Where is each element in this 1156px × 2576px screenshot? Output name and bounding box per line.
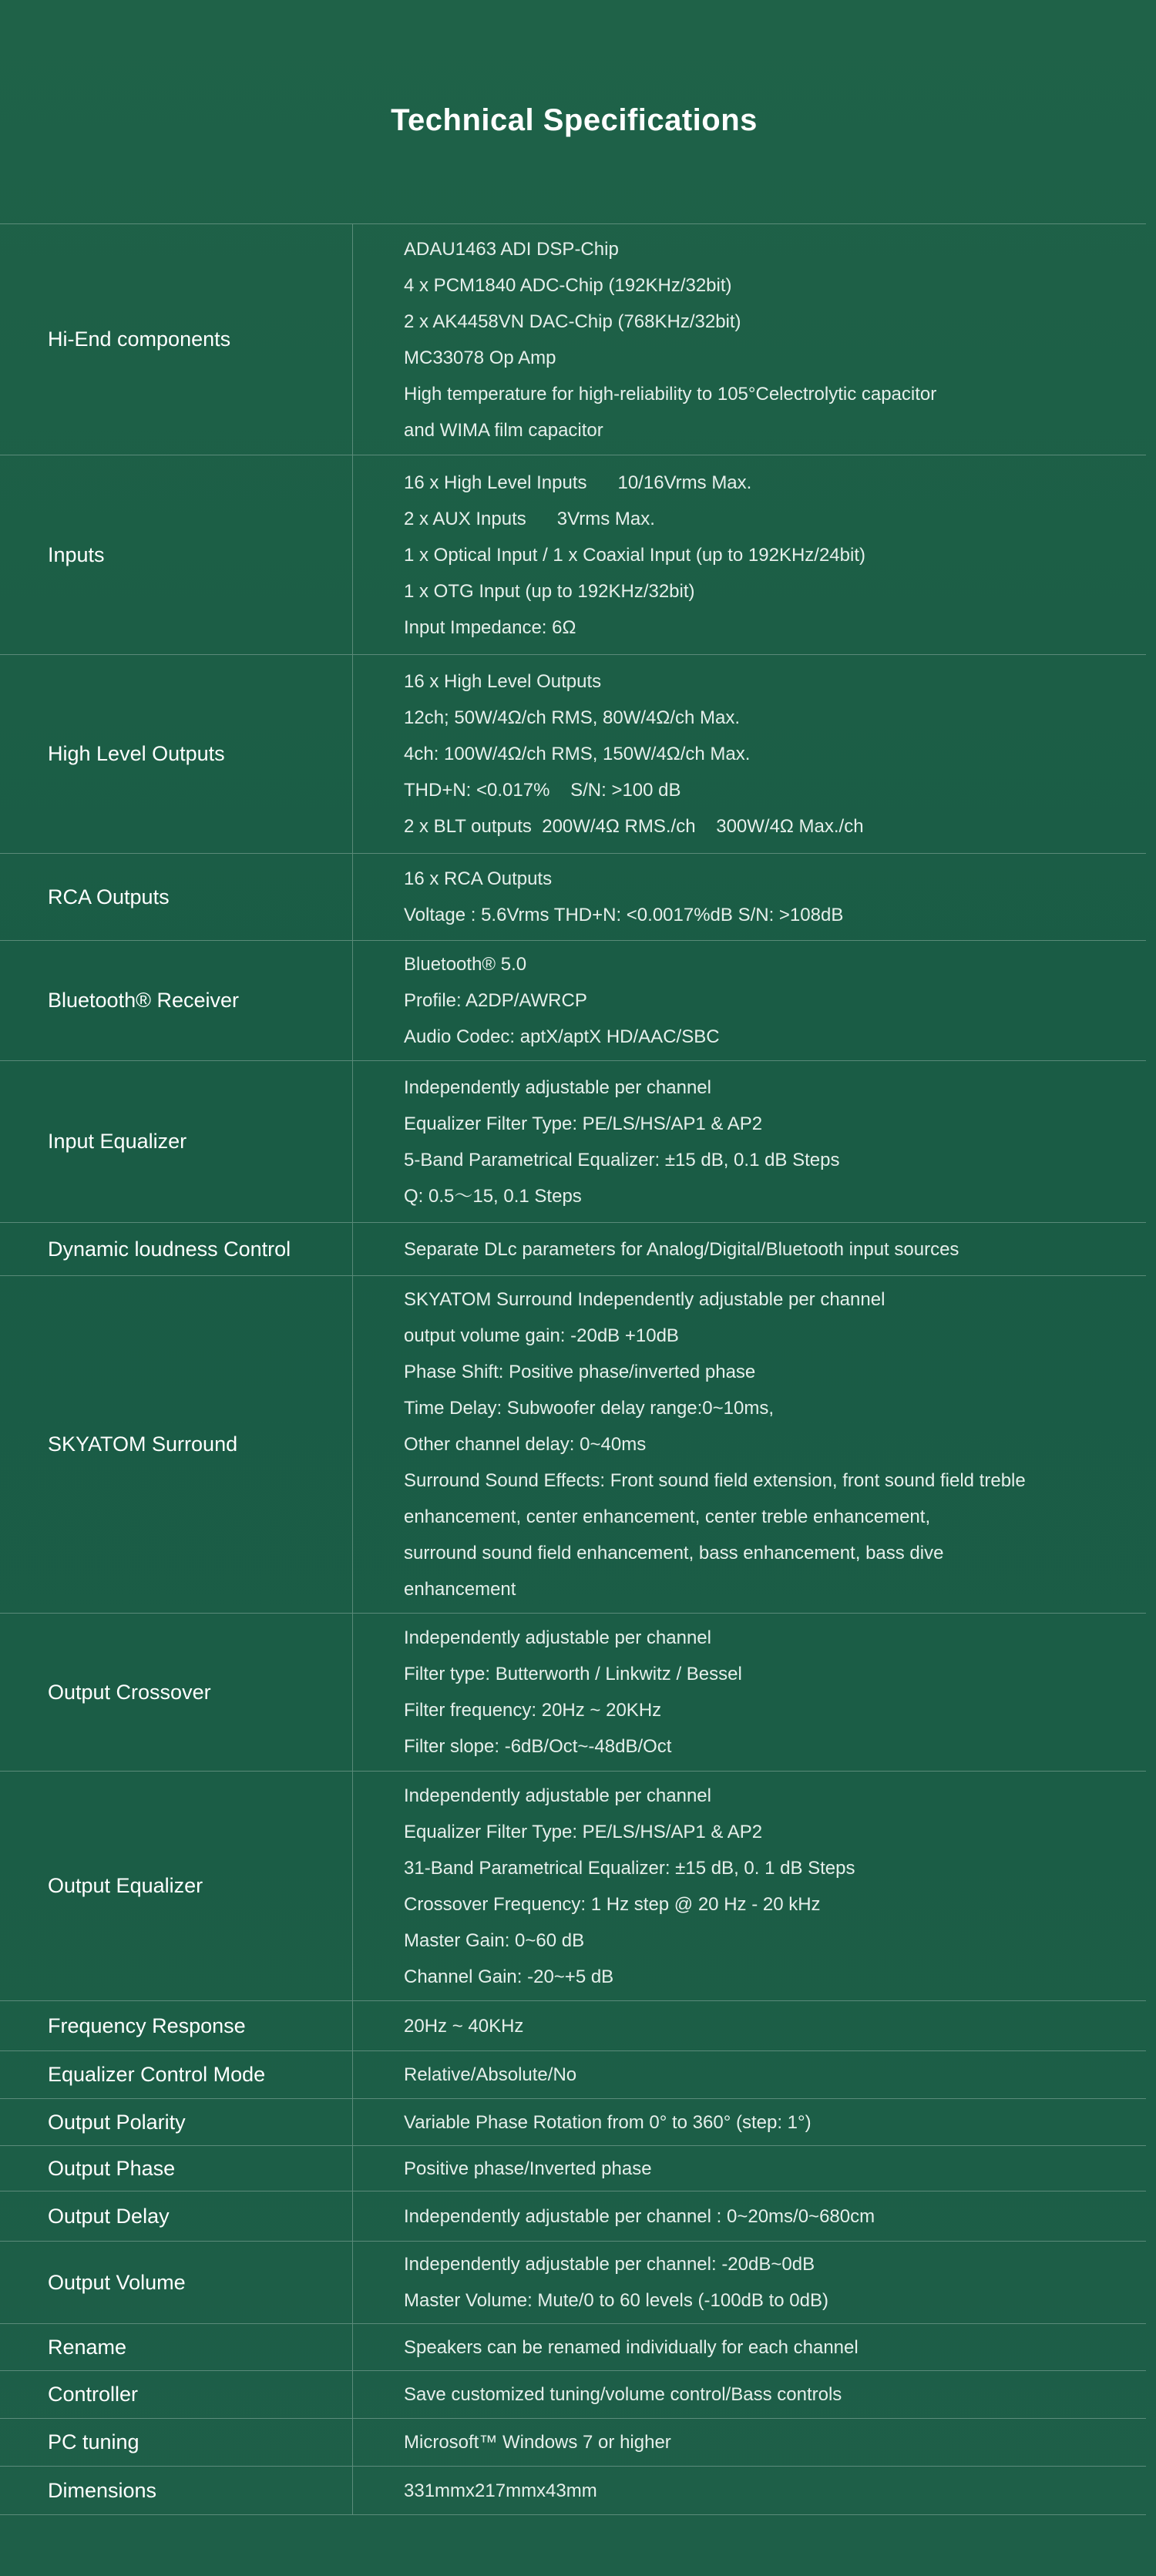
- spec-values: [353, 2051, 1146, 2098]
- spec-values: [353, 1614, 1146, 1771]
- spec-value-line: Crossover Frequency: 1 Hz step @ 20 Hz - 20 kHz: [404, 1893, 821, 1915]
- spec-value-line: Audio Codec: aptX/aptX HD/AAC/SBC: [404, 1026, 720, 1047]
- spec-row: [0, 2371, 1146, 2419]
- spec-row: [0, 2467, 1146, 2515]
- spec-label: RCA Outputs: [0, 854, 353, 940]
- page-title: Technical Specifications: [391, 103, 758, 137]
- spec-values: [353, 2419, 1146, 2466]
- spec-value-line: Bluetooth® 5.0: [404, 954, 527, 975]
- spec-label: PC tuning: [0, 2419, 353, 2466]
- spec-value-line: Equalizer Filter Type: PE/LS/HS/AP1 & AP2: [404, 1821, 763, 1842]
- spec-row: [0, 854, 1146, 941]
- spec-value-line: surround sound field enhancement, bass enhancement, bass dive: [404, 1543, 944, 1563]
- spec-values: [353, 1061, 1146, 1222]
- spec-value-line: Input Impedance: 6Ω: [404, 616, 576, 638]
- spec-values: [353, 2371, 1146, 2418]
- spec-values: [353, 455, 1146, 654]
- spec-value-line: 2 x AUX Inputs 3Vrms Max.: [404, 508, 655, 529]
- spec-value-line: Equalizer Filter Type: PE/LS/HS/AP1 & AP2: [404, 1113, 763, 1134]
- spec-value-line: ADAU1463 ADI DSP-Chip: [404, 238, 619, 260]
- spec-row: [0, 2419, 1146, 2467]
- spec-value-line: Other channel delay: 0~40ms: [404, 1434, 647, 1455]
- spec-row: [0, 2242, 1146, 2324]
- spec-value-line: Master Gain: 0~60 dB: [404, 1929, 585, 1951]
- spec-value-line: Independently adjustable per channel: [404, 1076, 711, 1098]
- spec-row: [0, 2099, 1146, 2146]
- spec-value-line: Independently adjustable per channel: [404, 1785, 711, 1806]
- spec-row: [0, 1772, 1146, 2001]
- spec-values: [353, 941, 1146, 1060]
- spec-value-line: 12ch; 50W/4Ω/ch RMS, 80W/4Ω/ch Max.: [404, 707, 741, 728]
- spec-value-line: THD+N: <0.017% S/N: >100 dB: [404, 780, 681, 801]
- spec-value-line: Separate DLc parameters for Analog/Digital/Bluetooth input sources: [404, 1238, 959, 1260]
- spec-values: [353, 2191, 1146, 2241]
- spec-values: [353, 2242, 1146, 2323]
- spec-label: Output Phase: [0, 2146, 353, 2191]
- spec-values: [353, 655, 1146, 853]
- spec-row: [0, 1061, 1146, 1223]
- spec-label: Inputs: [0, 455, 353, 654]
- spec-value-line: High temperature for high-reliability to 105°Celectrolytic capacitor: [404, 383, 937, 405]
- spec-label: Output Delay: [0, 2191, 353, 2241]
- spec-value-line: 1 x Optical Input / 1 x Coaxial Input (up to 192KHz/24bit): [404, 544, 865, 566]
- spec-value-line: 2 x BLT outputs 200W/4Ω RMS./ch 300W/4Ω Max./ch: [404, 816, 864, 837]
- spec-label: Output Polarity: [0, 2099, 353, 2145]
- spec-value-line: Relative/Absolute/No: [404, 2064, 577, 2085]
- spec-value-line: Filter frequency: 20Hz ~ 20KHz: [404, 1700, 662, 1721]
- spec-value-line: Filter type: Butterworth / Linkwitz / Bessel: [404, 1664, 742, 1684]
- spec-value-line: Master Volume: Mute/0 to 60 levels (-100dB to 0dB): [404, 2290, 828, 2311]
- spec-value-line: Microsoft™ Windows 7 or higher: [404, 2432, 671, 2453]
- spec-label: Output Equalizer: [0, 1772, 353, 2000]
- spec-value-line: Q: 0.5〜15, 0.1 Steps: [404, 1185, 582, 1207]
- spec-value-line: 2 x AK4458VN DAC-Chip (768KHz/32bit): [404, 311, 741, 332]
- spec-value-line: Independently adjustable per channel: -20dB~0dB: [404, 2254, 815, 2275]
- spec-row: [0, 2146, 1146, 2191]
- spec-value-line: Time Delay: Subwoofer delay range:0~10ms,: [404, 1398, 775, 1419]
- spec-label: High Level Outputs: [0, 655, 353, 853]
- spec-value-line: Variable Phase Rotation from 0° to 360° (step: 1°): [404, 2111, 812, 2133]
- spec-value-line: Positive phase/Inverted phase: [404, 2158, 652, 2179]
- spec-value-line: 16 x High Level Outputs: [404, 671, 602, 692]
- spec-label: Dynamic loudness Control: [0, 1223, 353, 1275]
- spec-value-line: 20Hz ~ 40KHz: [404, 2015, 524, 2037]
- spec-label: Input Equalizer: [0, 1061, 353, 1222]
- spec-value-line: 5-Band Parametrical Equalizer: ±15 dB, 0.1 dB Steps: [404, 1149, 840, 1170]
- spec-value-line: 331mmx217mmx43mm: [404, 2480, 597, 2501]
- spec-value-line: enhancement, center enhancement, center treble enhancement,: [404, 1506, 931, 1527]
- spec-value-line: Independently adjustable per channel : 0~20ms/0~680cm: [404, 2205, 875, 2227]
- spec-row: [0, 2324, 1146, 2371]
- spec-value-line: and WIMA film capacitor: [404, 419, 603, 441]
- spec-row: [0, 455, 1146, 655]
- spec-values: [353, 2467, 1146, 2514]
- spec-row: [0, 2191, 1146, 2242]
- spec-values: [353, 1223, 1146, 1275]
- spec-row: [0, 941, 1146, 1061]
- spec-row: [0, 1614, 1146, 1772]
- spec-values: [353, 2099, 1146, 2145]
- spec-value-line: Filter slope: -6dB/Oct~-48dB/Oct: [404, 1736, 672, 1757]
- spec-label: Hi-End components: [0, 224, 353, 455]
- spec-value-line: Phase Shift: Positive phase/inverted phase: [404, 1362, 756, 1382]
- spec-label: Dimensions: [0, 2467, 353, 2514]
- spec-values: [353, 2001, 1146, 2050]
- spec-table: [0, 223, 1146, 2515]
- spec-label: Equalizer Control Mode: [0, 2051, 353, 2098]
- spec-value-line: MC33078 Op Amp: [404, 347, 556, 368]
- spec-row: [0, 224, 1146, 455]
- spec-values: [353, 1276, 1146, 1613]
- spec-value-line: output volume gain: -20dB +10dB: [404, 1325, 679, 1346]
- spec-values: [353, 2324, 1146, 2370]
- spec-label: Output Crossover: [0, 1614, 353, 1771]
- spec-row: [0, 2051, 1146, 2099]
- spec-value-line: 1 x OTG Input (up to 192KHz/32bit): [404, 580, 695, 602]
- spec-value-line: 16 x High Level Inputs 10/16Vrms Max.: [404, 472, 752, 493]
- spec-values: [353, 2146, 1146, 2191]
- spec-label: SKYATOM Surround: [0, 1276, 353, 1613]
- spec-label: Controller: [0, 2371, 353, 2418]
- spec-value-line: 4 x PCM1840 ADC-Chip (192KHz/32bit): [404, 274, 732, 296]
- spec-values: [353, 854, 1146, 940]
- spec-value-line: 31-Band Parametrical Equalizer: ±15 dB, 0. 1 dB Steps: [404, 1857, 855, 1879]
- spec-label: Frequency Response: [0, 2001, 353, 2050]
- spec-values: [353, 224, 1146, 455]
- spec-label: Output Volume: [0, 2242, 353, 2323]
- spec-value-line: Independently adjustable per channel: [404, 1627, 711, 1648]
- spec-label: Bluetooth® Receiver: [0, 941, 353, 1060]
- spec-value-line: Channel Gain: -20~+5 dB: [404, 1966, 614, 1987]
- spec-value-line: Profile: A2DP/AWRCP: [404, 990, 587, 1011]
- spec-row: [0, 1223, 1146, 1276]
- spec-value-line: Voltage : 5.6Vrms THD+N: <0.0017%dB S/N: >108dB: [404, 905, 844, 925]
- spec-value-line: 4ch: 100W/4Ω/ch RMS, 150W/4Ω/ch Max.: [404, 744, 751, 764]
- spec-value-line: Save customized tuning/volume control/Bass controls: [404, 2384, 842, 2405]
- spec-value-line: enhancement: [404, 1579, 516, 1600]
- spec-row: [0, 2001, 1146, 2051]
- spec-label: Rename: [0, 2324, 353, 2370]
- spec-value-line: Surround Sound Effects: Front sound field extension, front sound field treble: [404, 1470, 1026, 1491]
- spec-row: [0, 655, 1146, 854]
- spec-value-line: Speakers can be renamed individually for each channel: [404, 2336, 859, 2358]
- spec-value-line: 16 x RCA Outputs: [404, 868, 553, 889]
- spec-row: [0, 1276, 1146, 1614]
- spec-value-line: SKYATOM Surround Independently adjustable per channel: [404, 1289, 885, 1310]
- spec-values: [353, 1772, 1146, 2000]
